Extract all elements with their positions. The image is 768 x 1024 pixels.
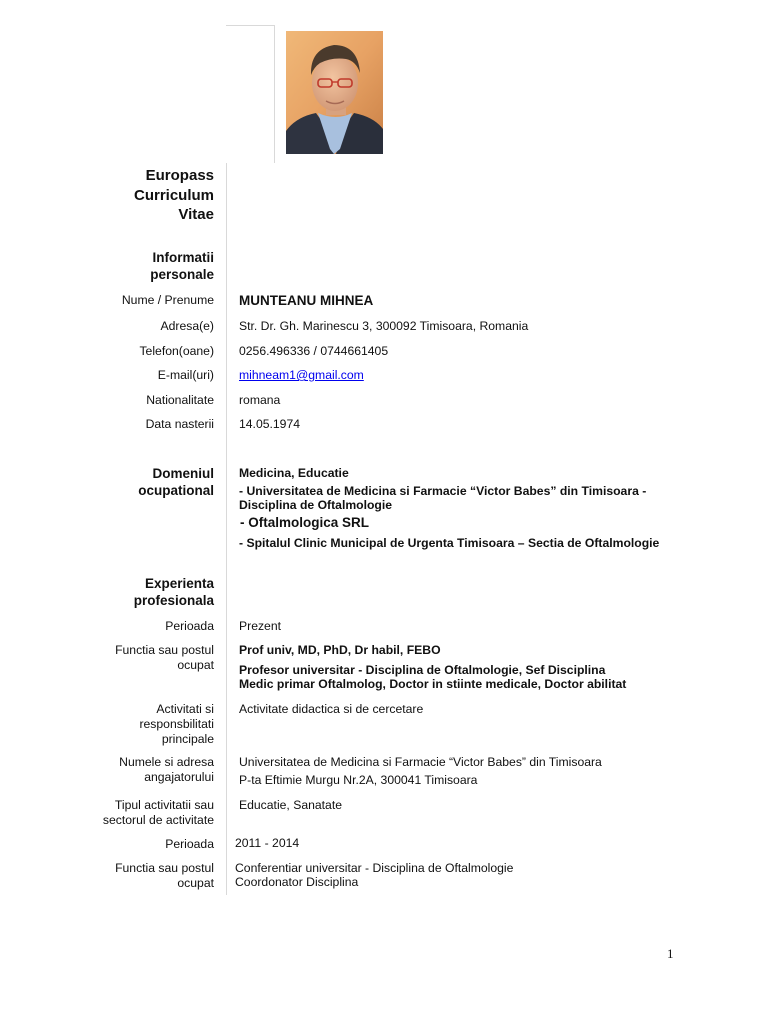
occupational-line: - Spitalul Clinic Municipal de Urgenta Timisoara – Sectia de Oftalmologie — [239, 536, 660, 550]
position-line: Profesor universitar - Disciplina de Oftalmologie, Sef Disciplina — [239, 663, 606, 677]
page-number: 1 — [667, 946, 674, 961]
activities-value: Activitate didactica si de cercetare — [239, 702, 424, 716]
cv-title: Europass Curriculum Vitae — [133, 167, 214, 223]
photo-frame-top-rule — [226, 25, 274, 26]
section-occupational: Domeniul ocupational — [138, 466, 214, 498]
sector-value: Educatie, Sanatate — [239, 798, 342, 812]
activities-label: Activitati si responsbilitati principale — [139, 702, 214, 746]
section-experience: Experienta profesionala — [133, 576, 214, 608]
period-label: Perioada — [165, 619, 214, 633]
sector-label: Tipul activitatii sau sectorul de activitate — [102, 798, 214, 827]
occupational-line: Medicina, Educatie — [239, 466, 349, 480]
nationality-label: Nationalitate — [146, 393, 214, 407]
address-value: Str. Dr. Gh. Marinescu 3, 300092 Timisoara, Romania — [239, 319, 529, 333]
period2-value: 2011 - 2014 — [235, 836, 300, 850]
employer-line: P-ta Eftimie Murgu Nr.2A, 300041 Timisoara — [239, 773, 478, 787]
employer-line: Universitatea de Medicina si Farmacie “Victor Babes” din Timisoara — [239, 755, 602, 769]
position-label: Functia sau postul ocupat — [115, 643, 214, 672]
phone-label: Telefon(oane) — [139, 344, 214, 358]
period2-label: Perioada — [165, 837, 214, 851]
occupational-line: - Universitatea de Medicina si Farmacie “Victor Babes” din Timisoara - — [239, 484, 647, 498]
column-divider — [226, 163, 227, 895]
section-personal-info: Informatii personale — [150, 250, 214, 282]
position2-label: Functia sau postul ocupat — [115, 861, 214, 890]
birth-date-label: Data nasterii — [145, 417, 214, 431]
position2-line: Coordonator Disciplina — [235, 875, 359, 889]
phone-value: 0256.496336 / 0744661405 — [239, 344, 389, 358]
photo-frame-rule — [274, 25, 275, 163]
name-label: Nume / Prenume — [121, 293, 214, 307]
address-label: Adresa(e) — [160, 319, 214, 333]
nationality-value: romana — [239, 393, 281, 407]
period-value: Prezent — [239, 619, 282, 633]
occupational-line: - Oftalmologica SRL — [240, 515, 370, 530]
email-link[interactable]: mihneam1@gmail.com — [239, 368, 364, 382]
employer-label: Numele si adresa angajatorului — [119, 755, 214, 784]
position-line: Prof univ, MD, PhD, Dr habil, FEBO — [239, 643, 441, 657]
position-line: Medic primar Oftalmolog, Doctor in stiinte medicale, Doctor abilitat — [239, 677, 627, 691]
birth-date-value: 14.05.1974 — [239, 417, 300, 431]
person-name: MUNTEANU MIHNEA — [239, 293, 374, 308]
profile-photo — [286, 31, 383, 154]
email-label: E-mail(uri) — [157, 368, 214, 382]
position2-line: Conferentiar universitar - Disciplina de Oftalmologie — [235, 861, 514, 875]
occupational-line: Disciplina de Oftalmologie — [239, 498, 393, 512]
